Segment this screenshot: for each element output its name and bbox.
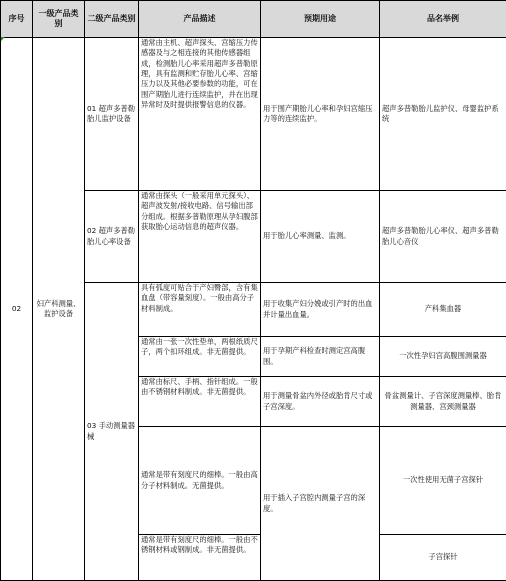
- header-row: [1, 1, 506, 38]
- desc-cell: 通常是带有刻度尺的细棒。一般由不锈钢材料或钢制成。非无菌提供。: [139, 535, 261, 581]
- use-cell: 用于插入子宫腔内测量子宫的深度。: [261, 427, 380, 581]
- cat2-cell: 02 超声多普勒胎儿心率设备: [85, 191, 139, 283]
- header-cat1: 一级产品类别: [33, 1, 85, 38]
- desc-cell: 通常由标尺、手柄、指针组成。一般由不锈钢材料制成。非无菌提供。: [139, 377, 261, 427]
- cat2-cell: 01 超声多普勒胎儿监护设备: [85, 38, 139, 191]
- desc-cell: 通常是带有刻度尺的细棒。一般由高分子材料制成。无菌提供。: [139, 427, 261, 535]
- use-cell: 用于孕期产科检查时测定宫高腹围。: [261, 337, 380, 377]
- cat2-cell: 03 手动测量器械: [85, 283, 139, 581]
- example-cell: 超声多普勒胎儿监护仪、母婴监护系统: [380, 38, 506, 191]
- example-cell: 子宫探针: [380, 535, 506, 581]
- example-cell: 产科集血器: [380, 283, 506, 337]
- header-desc: 产品描述: [139, 1, 261, 38]
- desc-cell: 通常由一张一次性垫单，两根纸质尺子，两个扣环组成。非无菌提供。: [139, 337, 261, 377]
- use-cell: 用于测量骨盆内外径或胎肯尺寸或子宫深度。: [261, 377, 380, 427]
- header-seq: 序号: [1, 1, 33, 38]
- example-cell: 一次性孕妇宫高腹围测量器: [380, 337, 506, 377]
- table-row: [1, 38, 506, 191]
- cell-corner-marker: [1, 37, 5, 41]
- example-cell: 超声多普勒胎儿心率仪、超声多普勒胎儿心音仪: [380, 191, 506, 283]
- use-cell: 用于收集产妇分娩或引产时的出血并计量出血量。: [261, 283, 380, 337]
- desc-cell: 具有弧度可贴合于产妇臀部，含有集血盘（带容量刻度）。一般由高分子材料制成。: [139, 283, 261, 337]
- desc-cell: 通常由探头（一般采用单元探头）、超声波发射/接收电路、信号输出部分组成。根据多普勒原理从孕妇腹部获取胎心运动信息的超声仪器。: [139, 191, 261, 283]
- header-use: 预期用途: [261, 1, 380, 38]
- cat1-cell: 妇产科测量、监护设备: [33, 38, 85, 581]
- seq-cell: 02: [1, 38, 33, 581]
- use-cell: 用于围产期胎儿心率和孕妇宫缩压力等的连续监护。: [261, 38, 380, 191]
- header-ex: 品名举例: [380, 1, 506, 38]
- use-cell: 用于胎儿心率测量、监测。: [261, 191, 380, 283]
- header-cat2: 二级产品类别: [85, 1, 139, 38]
- example-cell: 骨盆测量计、子宫深度测量棒、胎肯测量器、宫颈测量器: [380, 377, 506, 427]
- desc-cell: 通常由主机、超声探头、宫缩压力传感器及与之相连接的其他传感器组成，检测胎儿心率采用超声多普勒原理，具有监测和贮存胎儿心率、宫缩压力以及其他必要参数的功能，可在围产期胎儿进行连续监护，并在出现异常时及时提供报警信息的仪器。: [139, 38, 261, 191]
- example-cell: 一次性使用无菌子宫探针: [380, 427, 506, 535]
